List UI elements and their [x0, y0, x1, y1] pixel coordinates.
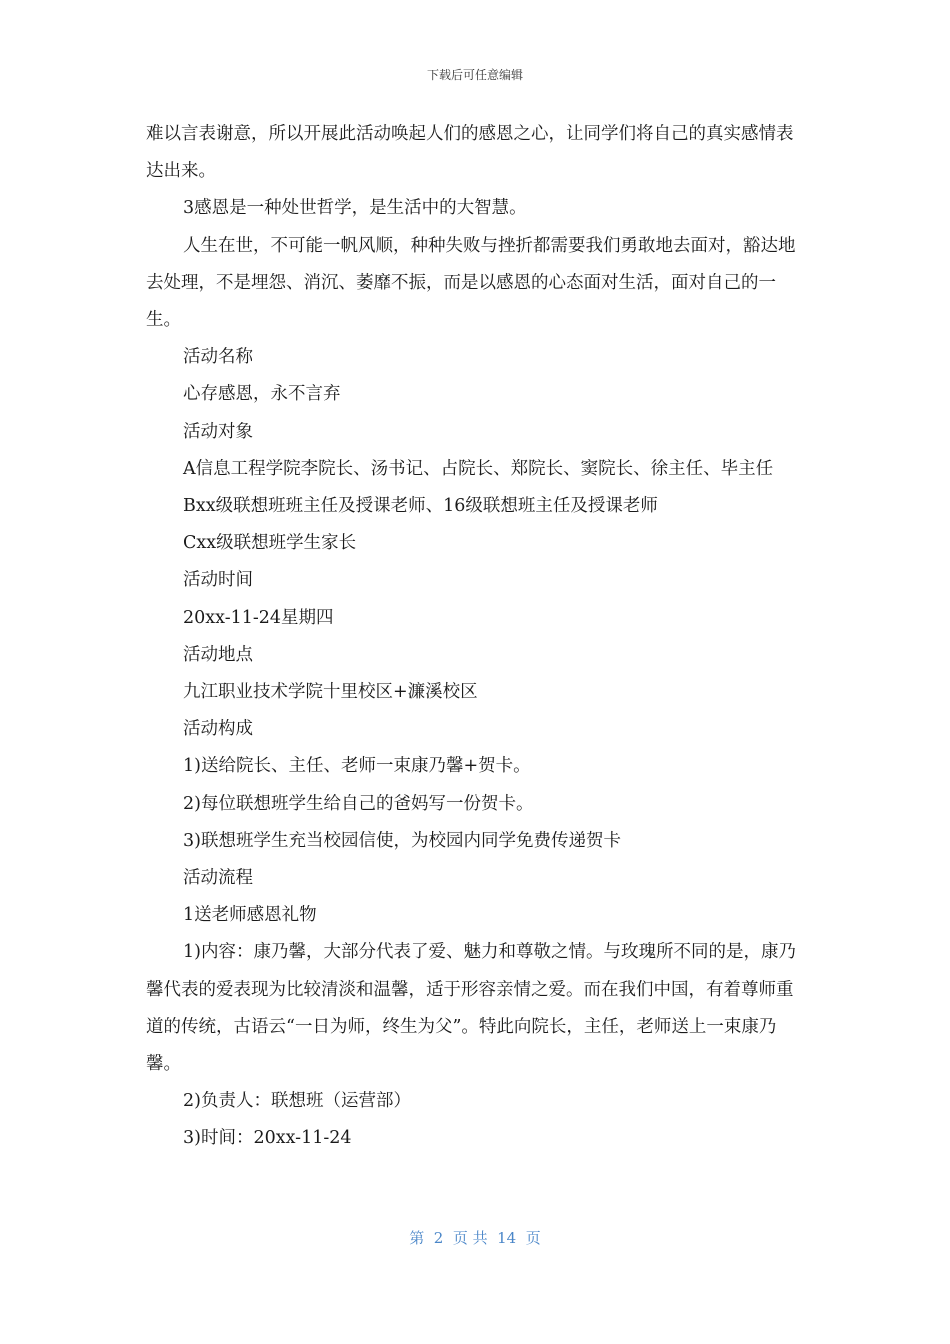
paragraph: 1)内容：康乃馨，大部分代表了爱、魅力和尊敬之情。与玫瑰所不同的是，康乃馨代表的爱表现为比较清淡和温馨，适于形容亲情之爱。而在我们中国，有着尊师重道的传统，古语云“一日为师，终生为父”。特此向院长，主任，老师送上一束康乃馨。: [146, 942, 796, 1075]
paragraph: 3)时间：20xx-11-24: [183, 1128, 352, 1149]
paragraph: 1)送给院长、主任、老师一束康乃馨+贺卡。: [183, 756, 531, 777]
page-header: 下载后可任意编辑: [426, 68, 523, 82]
paragraph: 活动流程: [183, 868, 253, 889]
document-body: [146, 116, 806, 1158]
paragraph: 活动构成: [183, 719, 253, 740]
paragraph: 1送老师感恩礼物: [183, 905, 317, 926]
paragraph: 活动名称: [183, 347, 253, 368]
paragraph: 2)负责人：联想班（运营部）: [183, 1091, 411, 1112]
paragraph: 2)每位联想班学生给自己的爸妈写一份贺卡。: [183, 793, 534, 814]
paragraph: 活动时间: [183, 570, 253, 591]
paragraph: A信息工程学院李院长、汤书记、占院长、郑院长、窦院长、徐主任、毕主任: [183, 458, 774, 479]
paragraph: 心存感恩，永不言弃: [183, 384, 341, 405]
paragraph: 3)联想班学生充当校园信使，为校园内同学免费传递贺卡: [183, 830, 621, 851]
paragraph: 人生在世，不可能一帆风顺，种种失败与挫折都需要我们勇敢地去面对，豁达地去处理，不是埋怨、消沉、萎靡不振，而是以感恩的心态面对生活，面对自己的一生。: [146, 235, 796, 331]
paragraph: 九江职业技术学院十里校区+濂溪校区: [183, 682, 478, 703]
page-footer: 第 2 页 共 14 页: [409, 1229, 541, 1247]
paragraph: Cxx级联想班学生家长: [183, 533, 357, 554]
paragraph: 活动地点: [183, 644, 253, 665]
paragraph: Bxx级联想班班主任及授课老师、16级联想班主任及授课老师: [183, 496, 658, 517]
paragraph: 20xx-11-24星期四: [183, 607, 334, 628]
paragraph: 活动对象: [183, 421, 253, 442]
paragraph: 3感恩是一种处世哲学，是生活中的大智慧。: [183, 198, 527, 219]
paragraph: 难以言表谢意，所以开展此活动唤起人们的感恩之心，让同学们将自己的真实感情表达出来。: [146, 124, 794, 182]
